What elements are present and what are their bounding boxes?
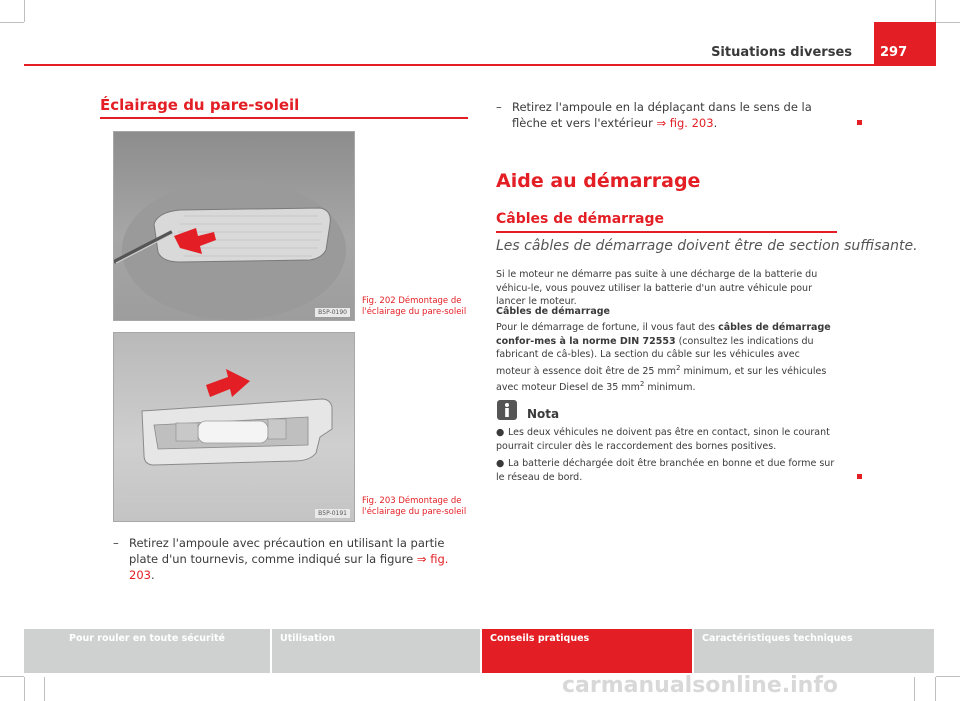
figure-caption: Fig. 202 Démontage de l'éclairage du pare-soleil: [362, 296, 467, 317]
intro-text: Les câbles de démarrage doivent être de section suffisante.: [496, 238, 918, 254]
crop-mark: [44, 677, 45, 701]
paragraph: Si le moteur ne démarre pas suite à une décharge de la batterie du véhicu-le, vous pouvez utiliser la batterie d'un autre véhicule pour lancer le moteur.: [496, 269, 818, 307]
paragraph-heading: Câbles de démarrage: [496, 306, 610, 317]
bulb-removal-illustration: [114, 333, 354, 521]
sun-visor-light-illustration: [114, 132, 354, 320]
figure-link[interactable]: ⇒ fig. 203: [656, 116, 714, 130]
subsection-title: Câbles de démarrage: [496, 211, 664, 227]
figure-caption: Fig. 203 Démontage de l'éclairage du pare-soleil: [362, 496, 467, 517]
crop-mark: [914, 677, 915, 701]
crop-mark: [935, 0, 936, 22]
figure-code: B5P-0190: [315, 308, 350, 317]
footer-tab-usage[interactable]: Utilisation: [272, 629, 480, 673]
page-number: 297: [880, 45, 908, 60]
note-bullet: ● Les deux véhicules ne doivent pas être en contact, sinon le courant pourrait circuler dès le raccordement des bornes positives.: [496, 427, 830, 452]
header-rule: [24, 64, 874, 66]
crop-mark: [0, 22, 24, 23]
chapter-title: Aide au démarrage: [496, 170, 701, 192]
crop-mark: [935, 677, 936, 701]
running-header: Situations diverses: [711, 45, 852, 60]
crop-mark: [936, 22, 960, 23]
section-end-mark: [857, 120, 862, 125]
section-rule: [100, 117, 468, 119]
footer-tab-technical[interactable]: Caractéristiques techniques: [694, 629, 934, 673]
footer-tab-safety[interactable]: Pour rouler en toute sécurité: [24, 629, 270, 673]
footer-tab-practical-tips[interactable]: Conseils pratiques: [482, 629, 692, 673]
crop-mark: [24, 0, 25, 22]
crop-mark: [0, 676, 24, 677]
crop-mark: [936, 676, 960, 677]
note-bullet: ● La batterie déchargée doit être branchée en bonne et due forme sur le réseau de bord.: [496, 458, 835, 483]
section-title: Éclairage du pare-soleil: [100, 96, 300, 114]
figure-202: [113, 131, 355, 321]
note-title: Nota: [527, 407, 560, 421]
instruction-step: – Retirez l'ampoule en la déplaçant dans le sens de la flèche et vers l'extérieur ⇒ fig. 203.: [496, 100, 812, 130]
crop-mark: [24, 677, 25, 701]
instruction-step: – Retirez l'ampoule avec précaution en utilisant la partie plate d'un tournevis, comme indiqué sur la figure ⇒ fig. 203.: [113, 536, 449, 582]
watermark: carmanualsonline.info: [562, 673, 838, 698]
subsection-rule: [496, 231, 837, 233]
section-end-mark: [857, 474, 862, 479]
figure-code: B5P-0191: [315, 509, 350, 518]
paragraph: Pour le démarrage de fortune, il vous faut des câbles de démarrage confor-mes à la norme DIN 72553 (consultez les indications du fabricant de câ-bles). La section du câble sur les véhicules avec moteur à essence doit être de 25 $mm^2$ minimum, et sur les véhicules avec moteur Diesel de 35 $mm^2$ minimum.: [496, 322, 831, 394]
figure-203: [113, 332, 355, 522]
info-icon: [497, 400, 517, 420]
figure-link[interactable]: ⇒ fig. 203: [129, 552, 449, 582]
